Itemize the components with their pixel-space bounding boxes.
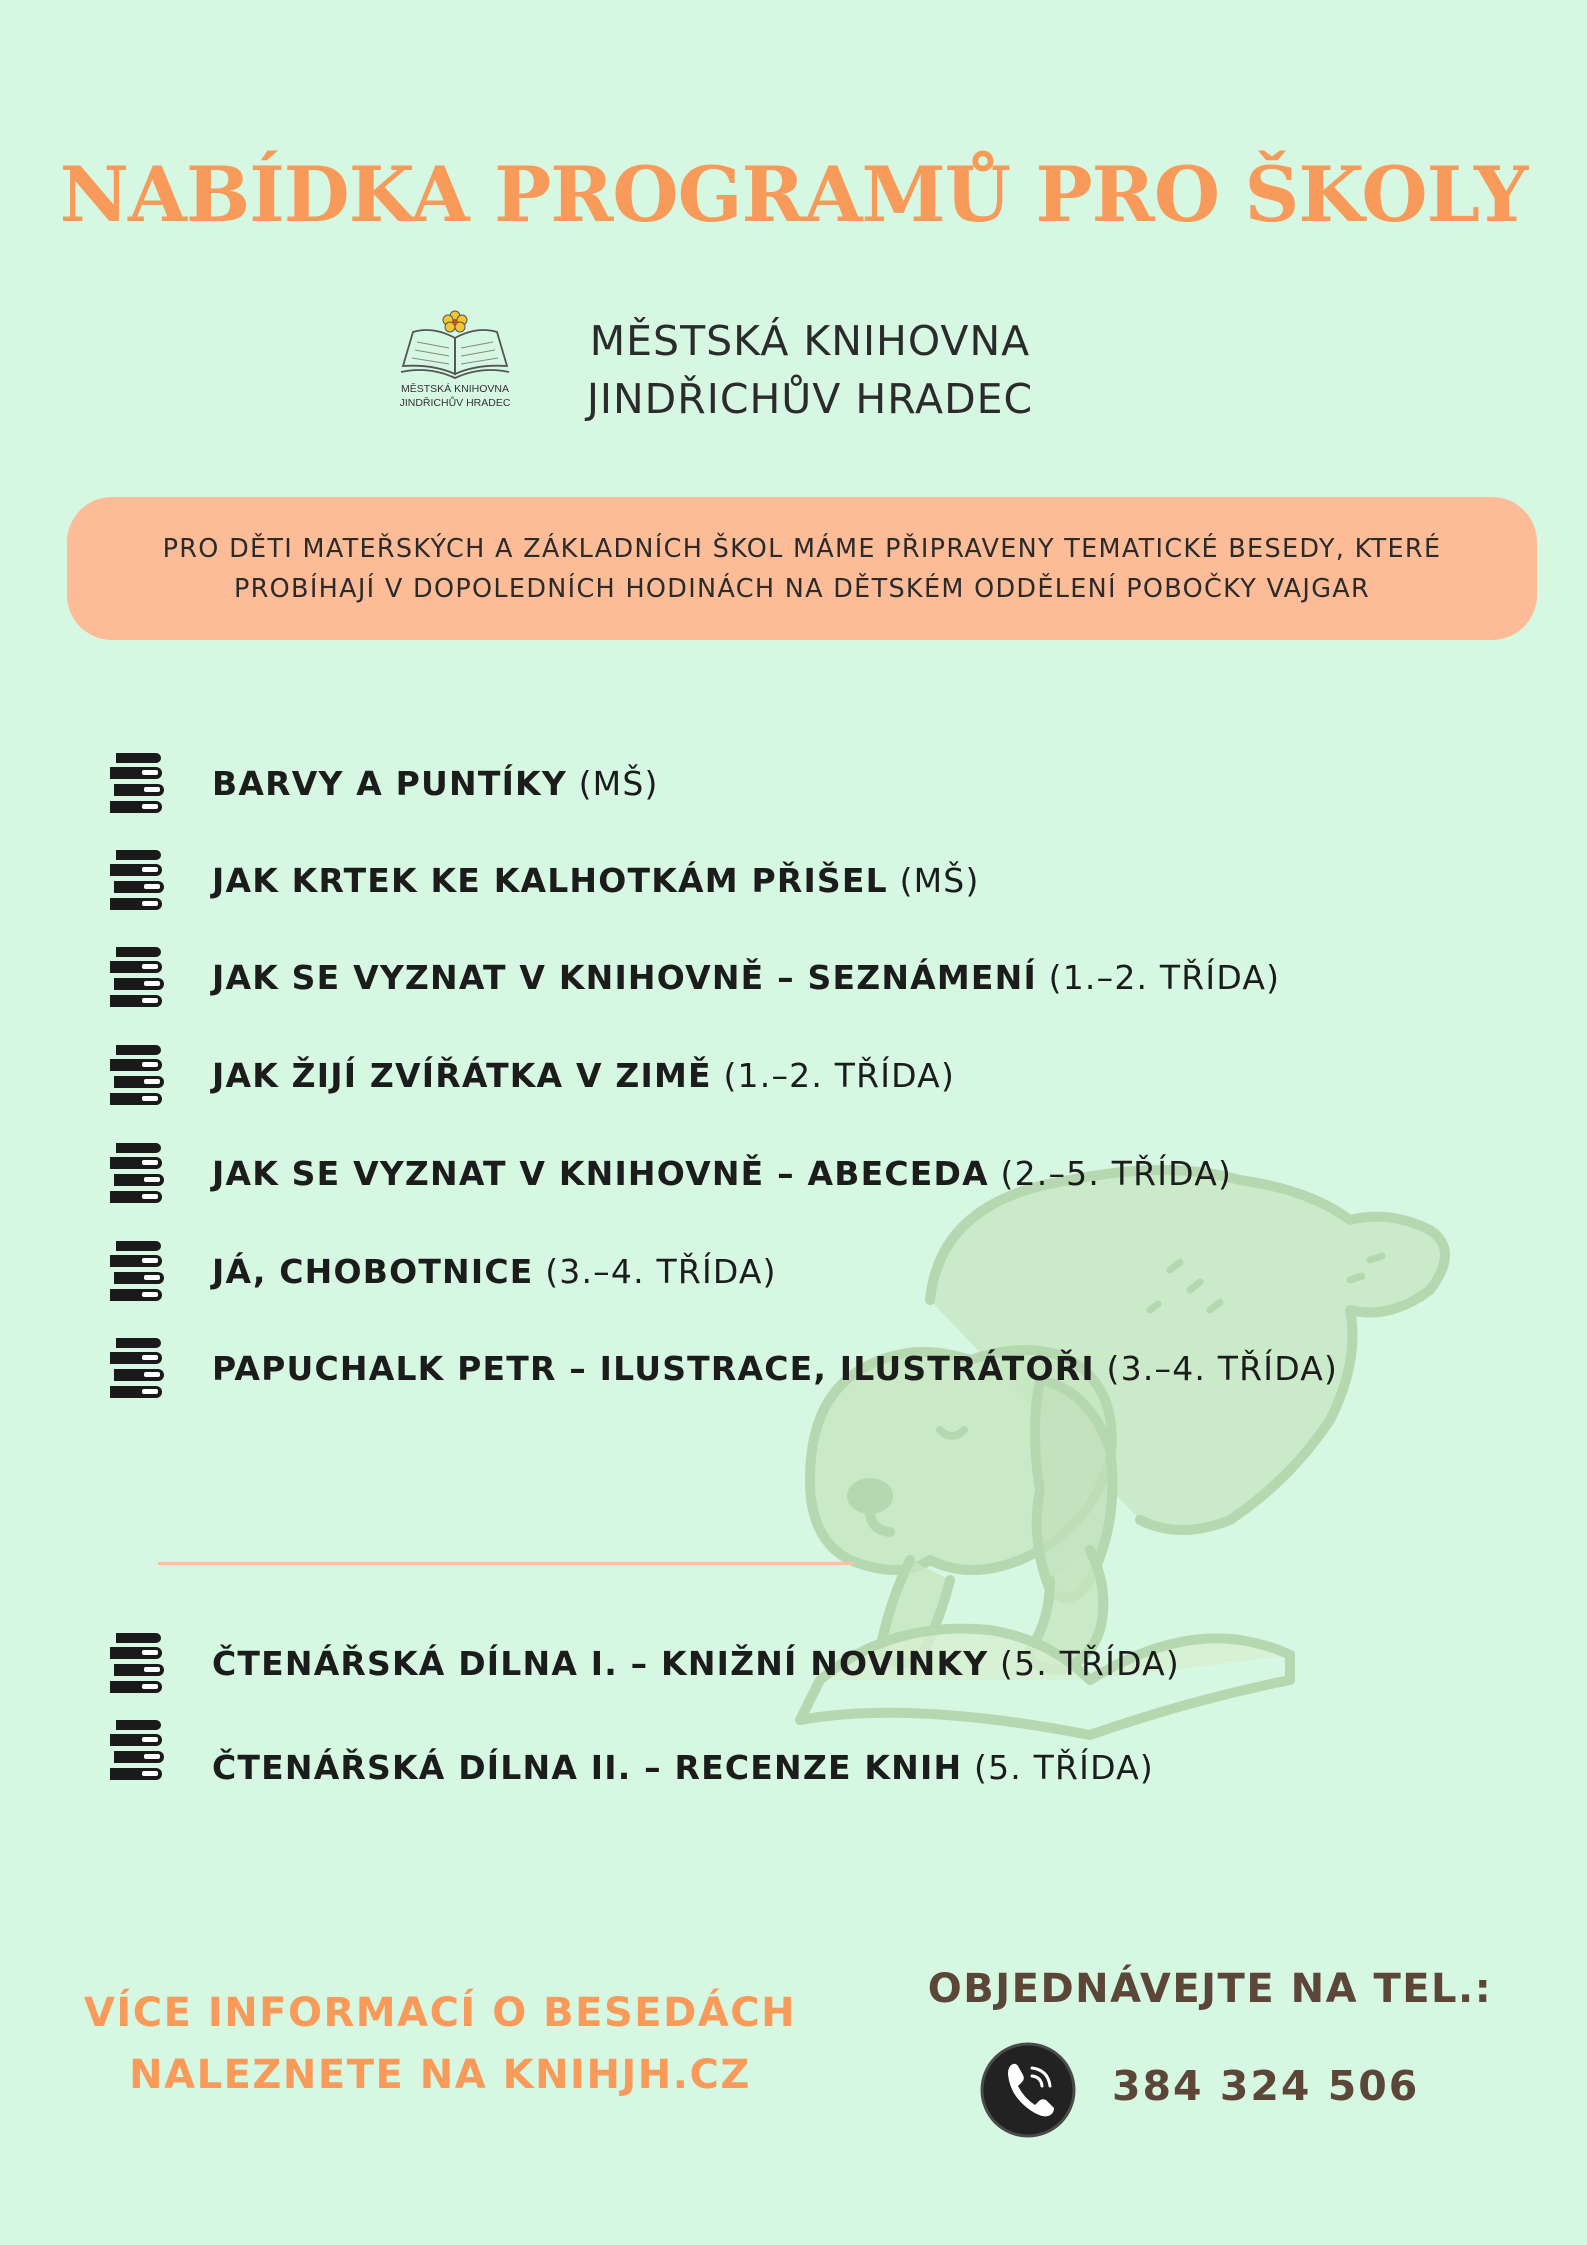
list-item — [106, 1040, 955, 1110]
program-title: PAPUCHALK PETR – ILUSTRACE, ILUSTRÁTOŘI — [212, 1348, 1095, 1388]
books-stack-icon — [106, 1718, 170, 1782]
library-logo — [393, 302, 518, 427]
list-item — [106, 1138, 1232, 1208]
program-grade: (3.–4. TŘÍDA) — [1094, 1348, 1339, 1388]
program-title: BARVY A PUNTÍKY — [212, 763, 567, 803]
logo-text-line1: MĚSTSKÁ KNIHOVNA — [401, 383, 509, 395]
intro-box — [67, 497, 1537, 640]
list-item — [106, 1236, 777, 1306]
program-title: JÁ, CHOBOTNICE — [212, 1251, 534, 1291]
program-title: JAK ŽIJÍ ZVÍŘÁTKA V ZIMĚ — [212, 1055, 712, 1095]
page-title: NABÍDKA PROGRAMŮ PRO ŠKOLY — [59, 150, 1528, 239]
program-grade: (3.–4. TŘÍDA) — [533, 1251, 777, 1291]
organization-name — [560, 312, 1060, 428]
more-info-text — [80, 1982, 800, 2106]
program-grade: (1.–2. TŘÍDA) — [711, 1055, 956, 1095]
list-item — [106, 1333, 1338, 1403]
list-item — [106, 748, 659, 818]
workshop-title: ČTENÁŘSKÁ DÍLNA II. – RECENZE KNIH — [212, 1747, 963, 1787]
program-title: JAK KRTEK KE KALHOTKÁM PŘIŠEL — [212, 860, 888, 900]
program-title: JAK SE VYZNAT V KNIHOVNĚ – SEZNÁMENÍ — [212, 957, 1037, 997]
phone-icon — [978, 2040, 1078, 2140]
organization-name-line1: MĚSTSKÁ KNIHOVNA — [589, 317, 1031, 365]
more-info-line1: VÍCE INFORMACÍ O BESEDÁCH — [83, 1990, 797, 2036]
books-stack-icon — [106, 1239, 170, 1303]
organization-name-line2: JINDŘICHŮV HRADEC — [586, 375, 1034, 423]
intro-line2: PROBÍHAJÍ V DOPOLEDNÍCH HODINÁCH NA DĚTSKÉM ODDĚLENÍ POBOČKY VAJGAR — [233, 573, 1371, 604]
section-divider — [158, 1562, 853, 1565]
program-grade: (MŠ) — [887, 860, 980, 900]
books-stack-icon — [106, 1336, 170, 1400]
list-item — [106, 845, 980, 915]
logo-text-line2: JINDŘICHŮV HRADEC — [399, 397, 511, 409]
books-stack-icon — [106, 751, 170, 815]
workshop-title: ČTENÁŘSKÁ DÍLNA I. – KNIŽNÍ NOVINKY — [212, 1643, 989, 1683]
books-stack-icon — [106, 848, 170, 912]
books-stack-icon — [106, 1631, 170, 1695]
program-grade: (1.–2. TŘÍDA) — [1036, 957, 1281, 997]
intro-line1: PRO DĚTI MATEŘSKÝCH A ZÁKLADNÍCH ŠKOL MÁME PŘIPRAVENY TEMATICKÉ BESEDY, KTERÉ — [162, 533, 1442, 564]
books-stack-icon — [106, 945, 170, 1009]
books-stack-icon — [106, 1043, 170, 1107]
program-grade: (MŠ) — [566, 763, 659, 803]
more-info-line2[interactable]: NALEZNETE NA KNIHJH.CZ — [129, 2052, 751, 2098]
list-item — [106, 1628, 1180, 1698]
list-item — [106, 942, 1280, 1012]
workshop-grade: (5. TŘÍDA) — [988, 1643, 1180, 1683]
program-grade: (2.–5. TŘÍDA) — [988, 1153, 1233, 1193]
workshop-grade: (5. TŘÍDA) — [962, 1747, 1154, 1787]
books-stack-icon — [106, 1141, 170, 1205]
order-label: OBJEDNÁVEJTE NA TEL.: — [927, 1966, 1493, 2012]
phone-number[interactable]: 384 324 506 — [1112, 2062, 1420, 2110]
program-title: JAK SE VYZNAT V KNIHOVNĚ – ABECEDA — [212, 1153, 989, 1193]
list-item — [106, 1718, 1154, 1788]
